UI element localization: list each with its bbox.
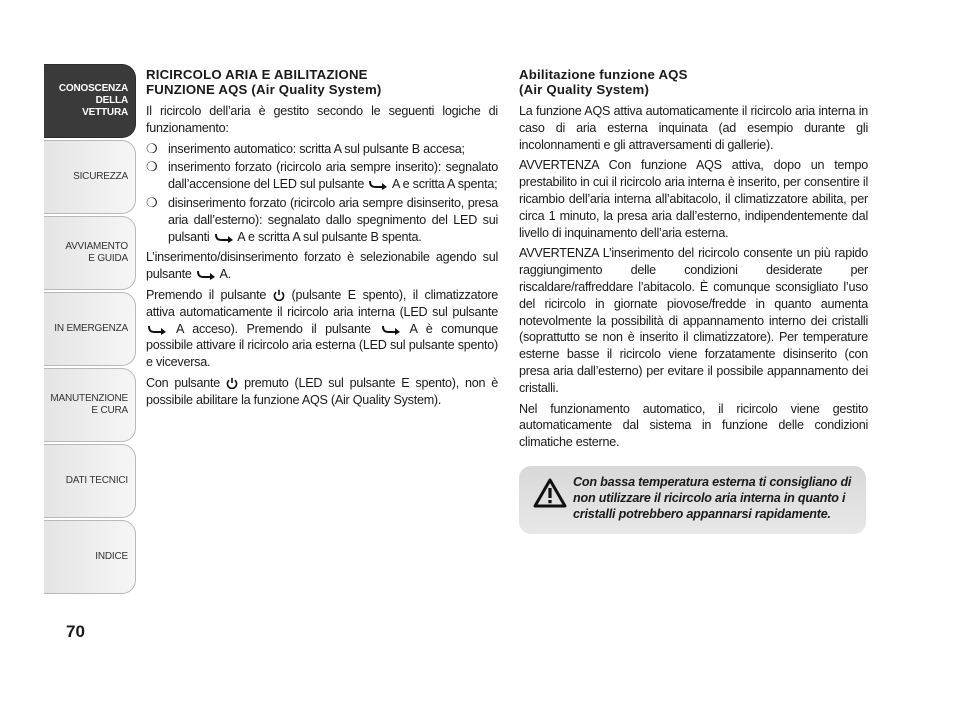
recirculation-icon: [213, 232, 235, 243]
logic-list: [146, 141, 498, 246]
power-icon: [226, 377, 238, 389]
paragraph: AVVERTENZA L’inserimento del ricircolo consente un più rapido raggiungimento delle condizioni desiderate per riscaldare/raffreddare l’abitacolo. È comunque sconsigliato l’uso del ricircolo in giornate piovose/fredde in quanto aumenta notevolmente la possibilità di appannamento interno dei cristalli (soprattutto se non è inserito il climatizzatore). Per temperature esterne basse il ricircolo viene forzatamente disinserito (con presa aria dall’esterno) per evitare il possibile appannamento dei cristalli.: [519, 246, 868, 395]
intro-text: Il ricircolo dell’aria è gestito secondo le seguenti logiche di funzionamento:: [146, 104, 498, 135]
right-column: [519, 67, 868, 455]
paragraph: Nel funzionamento automatico, il ricircolo viene gestito automaticamente dal sistema in funzione delle condizioni climatiche esterne.: [519, 401, 868, 450]
paragraph: Con pulsante premuto (LED sul pulsante E spento), non è possibile abilitare la funzione AQS (Air Quality System).: [146, 375, 499, 407]
tab-indice[interactable]: INDICE: [44, 520, 136, 594]
page-number: 70: [66, 622, 85, 641]
warning-triangle-icon: [533, 478, 567, 508]
tab-conoscenza[interactable]: CONOSCENZA DELLA VETTURA: [44, 64, 136, 138]
list-item: ❍ inserimento automatico: scritta A sul pulsante B accesa;: [146, 140, 465, 156]
paragraph: Premendo il pulsante (pulsante E spento), il climatizzatore attiva automaticamente il ricircolo aria interna (LED sul pulsante A acceso). Premendo il pulsante A è comunque possibile attivare il ricircolo aria esterna (LED sul pulsante spento) e viceversa.: [146, 287, 499, 370]
left-column: [146, 67, 498, 413]
recirculation-icon: [195, 269, 217, 280]
warning-text: Con bassa temperatura esterna ti consigliano di non utilizzare il ricircolo aria interna in quanto i cristalli potrebbero appannarsi rapidamente.: [573, 475, 852, 521]
recirculation-icon: [146, 324, 168, 335]
paragraph: AVVERTENZA Con funzione AQS attiva, dopo un tempo prestabilito in cui il ricircolo aria interna è inserito, per consentire il ricambio dell’aria interna all’abitacolo, il climatizzatore abilita, per circa 1 minuto, la presa aria dall’esterno, indipendentemente dal livello di inquinamento dell’aria esterna.: [519, 158, 868, 240]
section-heading: Abilitazione funzione AQS (Air Quality System): [519, 67, 688, 97]
chapter-tabs: [44, 64, 136, 596]
list-item: ❍ disinserimento forzato (ricircolo aria sempre disinserito, presa aria dall’esterno): segnalato dallo spegnimento del LED sui pulsanti A e scritta A sul pulsante B spenta.: [146, 194, 498, 244]
recirculation-icon: [380, 324, 402, 335]
list-item: ❍ inserimento forzato (ricircolo aria sempre inserito): segnalato dall’accensione del LED sul pulsante A e scritta A spenta;: [146, 159, 498, 192]
tab-emergenza[interactable]: IN EMERGENZA: [44, 292, 136, 366]
warning-box: [519, 466, 866, 534]
paragraph: L’inserimento/disinserimento forzato è selezionabile agendo sul pulsante A.: [146, 250, 498, 282]
paragraph: La funzione AQS attiva automaticamente il ricircolo aria interna in caso di aria esterna inquinata (ad esempio durante gli incolonnamenti e gli attraversamenti di gallerie).: [519, 104, 868, 152]
tab-avviamento[interactable]: AVVIAMENTO E GUIDA: [44, 216, 136, 290]
power-icon: [273, 289, 285, 301]
tab-dati-tecnici[interactable]: DATI TECNICI: [44, 444, 136, 518]
tab-sicurezza[interactable]: SICUREZZA: [44, 140, 136, 214]
recirculation-icon: [367, 179, 389, 190]
tab-manutenzione[interactable]: MANUTENZIONE E CURA: [44, 368, 136, 442]
section-heading: RICIRCOLO ARIA E ABILITAZIONE FUNZIONE AQS (Air Quality System): [146, 67, 382, 97]
